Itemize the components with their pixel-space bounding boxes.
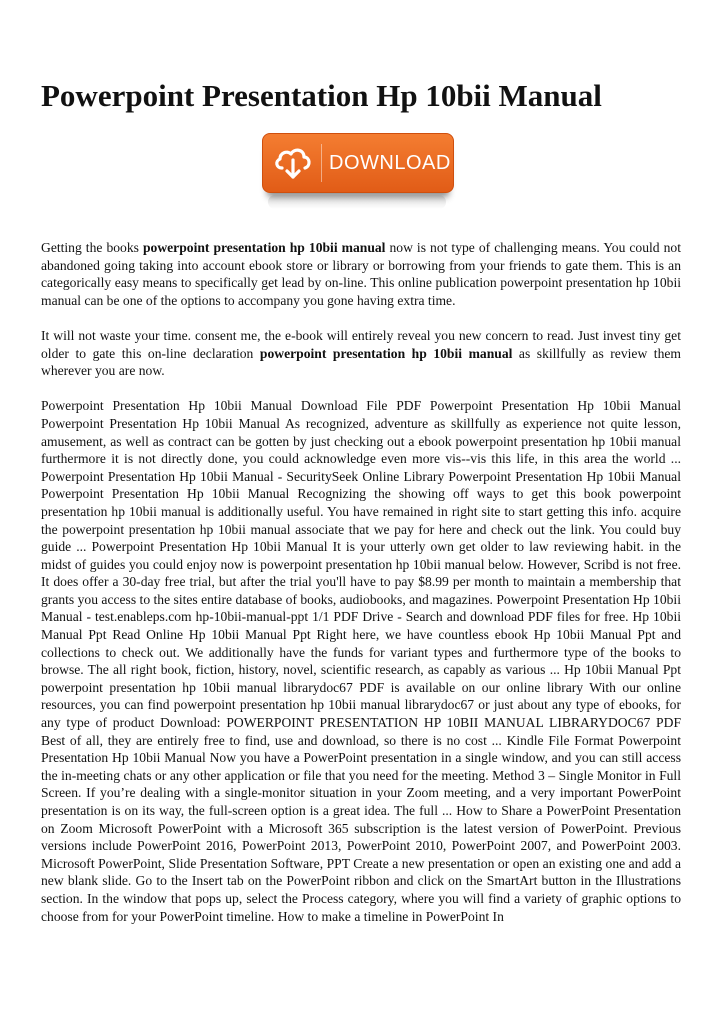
paragraph-second-text-start: It will not waste your time. consent me, the e-book will entirely reveal you new concern to read. Just invest tiny get older to gate this on-line declaration <box>41 327 681 361</box>
button-divider <box>321 144 322 182</box>
download-label: DOWNLOAD <box>329 152 451 174</box>
paragraph-second <box>41 327 681 380</box>
paragraph-intro-text-end: now is not type of challenging means. You could not abandoned going taking into account ebook store or library or borrowing from your friends to gate them. This is an categorically easy means to specifically get lead by on-line. This online publication powerpoint presentation hp 10bii manual can be one of the options to accompany you gone having extra time. <box>41 240 682 308</box>
paragraph-main: Powerpoint Presentation Hp 10bii Manual Download File PDF Powerpoint Presentation Hp 10bii Manual Powerpoint Presentation Hp 10bii Manual As recognized, adventure as skillfully as experience not quite lesson, amusement, as well as contract can be gotten by just checking out a ebook powerpoint presentation hp 10bii manual furthermore it is not directly done, you could acknowledge even more vis--vis this life, in this area the world ... Powerpoint Presentation Hp 10bii Manual - SecuritySeek Online Library Powerpoint Presentation Hp 10bii Manual Powerpoint Presentation Hp 10bii Manual Recognizing the showing off ways to get this book powerpoint presentation hp 10bii manual is additionally useful. You have remained in right site to start getting this info. acquire the powerpoint presentation hp 10bii manual associate that we pay for here and check out the link. You could buy guide ... Powerpoint Presentation Hp 10bii Manual It is your utterly own get older to law reviewing habit. in the midst of guides you could enjoy now is powerpoint presentation hp 10bii manual below. However, Scribd is not free. It does offer a 30-day free trial, but after the trial you'll have to pay $8.99 per month to maintain a membership that grants you access to the sites entire database of books, audiobooks, and magazines. Powerpoint Presentation Hp 10bii Manual - test.enableps.com hp-10bii-manual-ppt 1/1 PDF Drive - Search and download PDF files for free. Hp 10bii Manual Ppt Read Online Hp 10bii Manual Ppt Right here, we have countless ebook Hp 10bii Manual Ppt and collections to check out. We additionally have the funds for variant types and furthermore type of the books to browse. The all right book, fiction, history, novel, scientific research, as capably as various ... Hp 10bii Manual Ppt powerpoint presentation hp 10bii manual librarydoc67 PDF is available on our online library With our online resources, you can find powerpoint presentation hp 10bii manual librarydoc67 or just about any type of ebooks, for any type of product Download: POWERPOINT PRESENTATION HP 10BII MANUAL LIBRARYDOC67 PDF Best of all, they are entirely free to find, use and download, so there is no cost ... Kindle File Format Powerpoint Presentation Hp 10bii Manual Now you have a PowerPoint presentation in a single window, and you can still access the in-meeting chats or any other application or file that you need for the meeting. Method 3 – Single Monitor in Full Screen. If you’re dealing with a single-monitor situation in your Zoom meeting, and a very important PowerPoint presentation is on its way, the full-screen option is a great idea. The full ... How to Share a PowerPoint Presentation on Zoom Microsoft PowerPoint with a Microsoft 365 subscription is the latest version of PowerPoint. Previous versions include PowerPoint 2016, PowerPoint 2013, PowerPoint 2010, PowerPoint 2007, and PowerPoint 2003. Microsoft PowerPoint, Slide Presentation Software, PPT Create a new presentation or open an existing one and add a new blank slide. Go to the Insert tab on the PowerPoint ribbon and click on the SmartArt button in the Illustrations section. In the window that pops up, select the Process category, where you will find a variety of graphic options to choose from for your PowerPoint timeline. How to make a timeline in PowerPoint In <box>41 398 681 924</box>
paragraph-intro-text-start: Getting the books <box>41 240 143 255</box>
page-title: Powerpoint Presentation Hp 10bii Manual <box>41 78 602 113</box>
download-button-wrapper[interactable] <box>262 133 454 213</box>
download-button[interactable] <box>262 133 454 193</box>
button-reflection <box>268 195 446 209</box>
paragraph-second-keyword: powerpoint presentation hp 10bii manual <box>259 345 513 361</box>
paragraph-intro-keyword: powerpoint presentation hp 10bii manual <box>142 240 386 255</box>
paragraph-intro <box>41 239 681 309</box>
paragraph-second-text-end: as skillfully as review them wherever you are now. <box>41 345 681 379</box>
article-body <box>41 239 681 943</box>
cloud-download-icon <box>271 141 315 185</box>
